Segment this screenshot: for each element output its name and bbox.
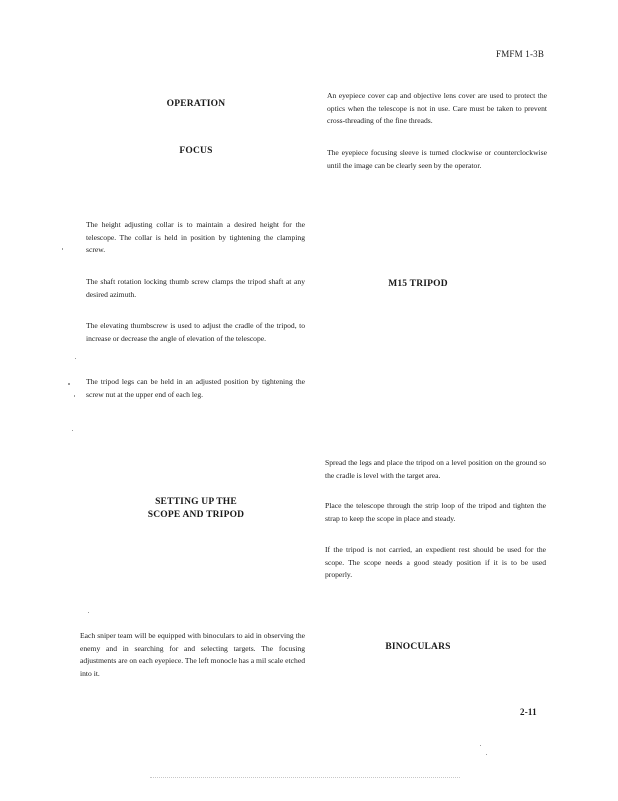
heading-operation: OPERATION xyxy=(166,99,226,109)
paragraph-focusing-sleeve: The eyepiece focusing sleeve is turned clockwise or counterclockwise until the image can be clearly seen by the operator. xyxy=(327,148,547,170)
heading-m15-tripod: M15 TRIPOD xyxy=(388,279,448,289)
paragraph-shaft-rotation: The shaft rotation locking thumb screw clamps the tripod shaft at any desired azimuth. xyxy=(86,277,305,299)
paragraph-elevating-thumbscrew: The elevating thumbscrew is used to adjust the cradle of the tripod, to increase or decrease the angle of elevation of the telescope. xyxy=(86,321,305,343)
heading-setting-up-line2: SCOPE AND TRIPOD xyxy=(147,510,245,520)
page-number: 2-11 xyxy=(520,707,537,717)
paragraph-telescope-strap: Place the telescope through the strip loop of the tripod and tighten the strap to keep the scope in place and steady. xyxy=(325,501,546,523)
scan-speck xyxy=(74,395,75,397)
scan-speck xyxy=(75,358,76,359)
scan-artifact-line xyxy=(150,777,460,778)
scan-speck xyxy=(486,754,487,755)
paragraph-expedient-rest: If the tripod is not carried, an expedient rest should be used for the scope. The scope needs a good steady position if it is to be used properly. xyxy=(325,545,546,579)
paragraph-cover-cap: An eyepiece cover cap and objective lens cover are used to protect the optics when the telescope is not in use. Care must be taken to prevent cross-threading of the fine threads. xyxy=(327,91,547,125)
scan-speck xyxy=(72,430,73,431)
heading-setting-up-line1: SETTING UP THE xyxy=(155,497,237,507)
paragraph-tripod-legs: The tripod legs can be held in an adjusted position by tightening the screw nut at the upper end of each leg. xyxy=(86,377,305,399)
scan-speck xyxy=(68,383,70,385)
paragraph-spread-legs: Spread the legs and place the tripod on a level position on the ground so the cradle is level with the target area. xyxy=(325,458,546,480)
scan-speck xyxy=(62,248,63,250)
scan-speck xyxy=(480,745,481,746)
scan-speck xyxy=(88,612,89,613)
paragraph-height-collar: The height adjusting collar is to maintain a desired height for the telescope. The collar is held in position by tightening the clamping screw. xyxy=(86,220,305,254)
heading-binoculars: BINOCULARS xyxy=(385,642,451,652)
page-header-manual-id: FMFM 1-3B xyxy=(496,49,545,59)
heading-focus: FOCUS xyxy=(179,146,213,156)
heading-setting-up xyxy=(126,496,266,522)
paragraph-binoculars: Each sniper team will be equipped with binoculars to aid in observing the enemy and in searching for and selecting targets. The focusing adjustments are on each eyepiece. The left monocle has a mil scale etched into it. xyxy=(80,631,305,678)
